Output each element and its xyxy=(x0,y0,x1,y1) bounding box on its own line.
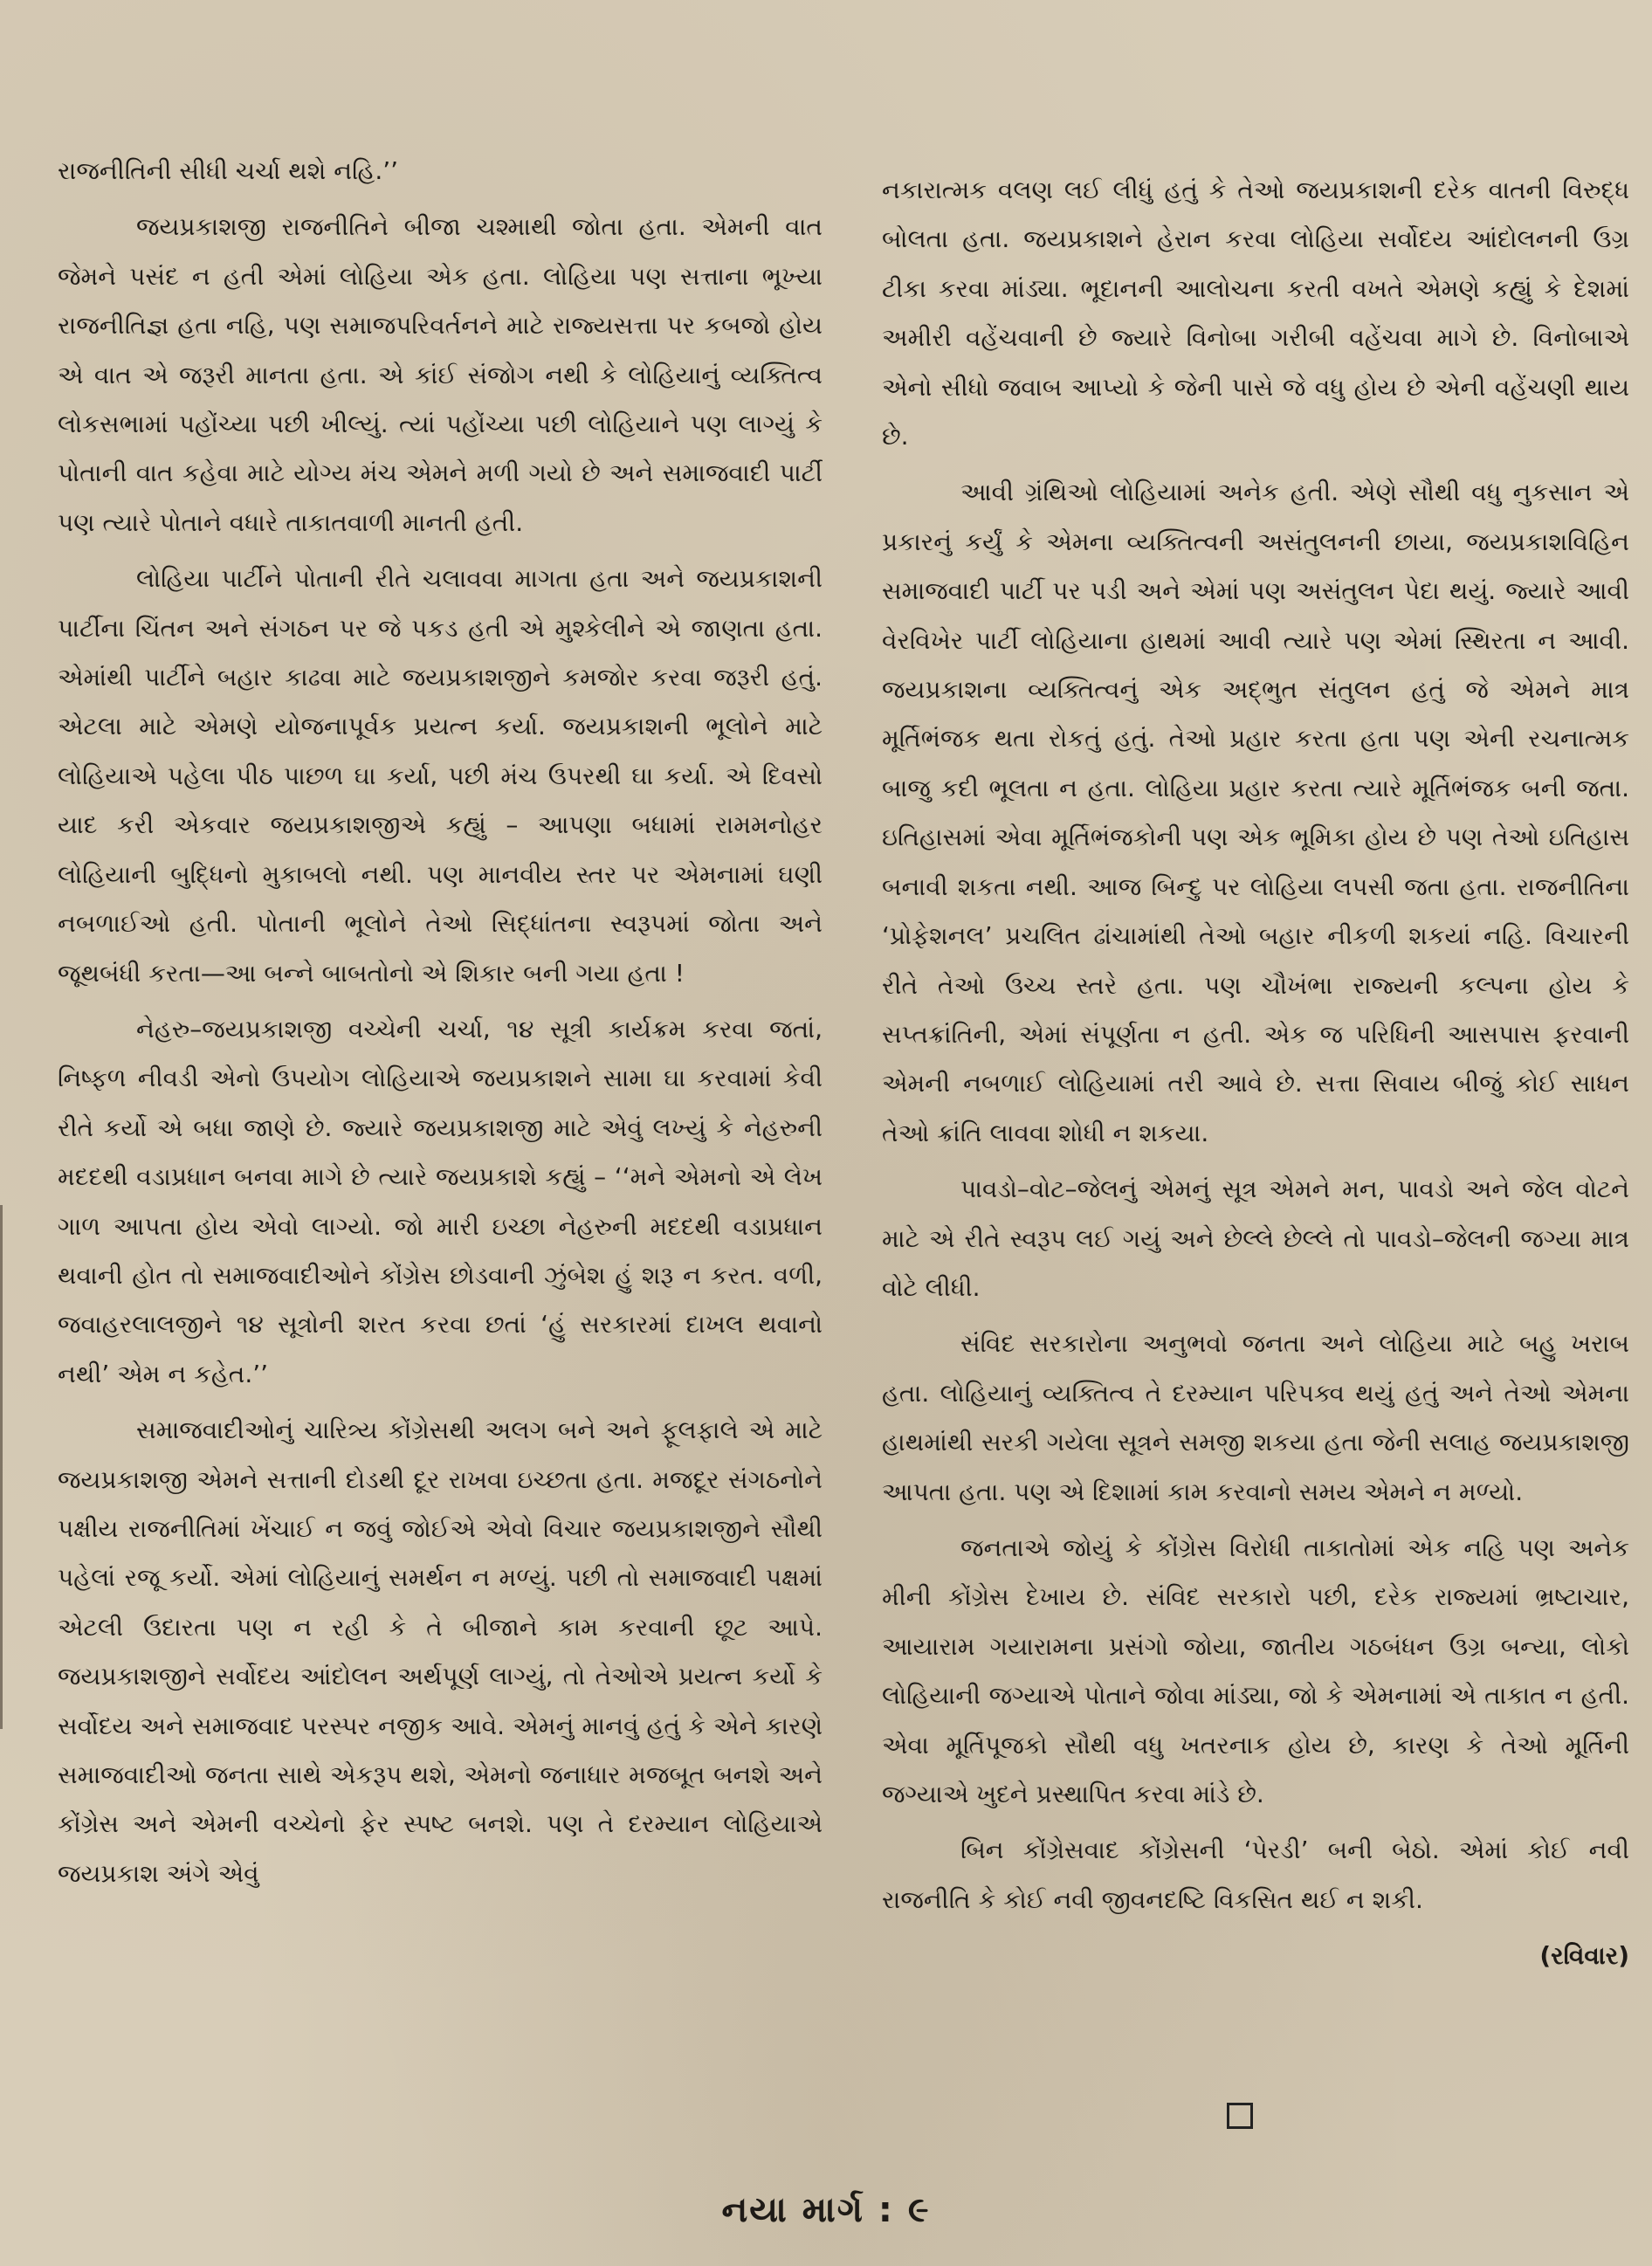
left-paragraph-5: સમાજવાદીઓનું ચારિત્ર્ય કોંગ્રેસથી અલગ બને અને ફૂલફાલે એ માટે જયપ્રકાશજી એમને સત્તાની દોડથી દૂર રાખવા ઇચ્છતા હતા. મજદૂર સંગઠનોને પક્ષીય રાજનીતિમાં ખેંચાઈ ન જવું જોઈએ એવો વિચાર જયપ્રકાશજીને સૌથી પહેલાં રજૂ કર્યો. એમાં લોહિયાનું સમર્થન ન મળ્યું. પછી તો સમાજવાદી પક્ષમાં એટલી ઉદારતા પણ ન રહી કે તે બીજાને કામ કરવાની છૂટ આપે. જયપ્રકાશજીને સર્વોદય આંદોલન અર્થપૂર્ણ લાગ્યું, તો તેઓએ પ્રયત્ન કર્યો કે સર્વોદય અને સમાજવાદ પરસ્પર નજીક આવે. એમનું માનવું હતું કે એને કારણે સમાજવાદીઓ જનતા સાથે એકરૂપ થશે, એમનો જનાધાર મજબૂત બનશે અને કોંગ્રેસ અને એમની વચ્ચેનો ફેર સ્પષ્ટ બનશે. પણ તે દરમ્યાન લોહિયાએ જયપ્રકાશ અંગે એવું xyxy=(58,1415,823,1888)
page-tear-mark xyxy=(0,1205,13,1729)
left-paragraph-3: લોહિયા પાર્ટીને પોતાની રીતે ચલાવવા માગતા હતા અને જયપ્રકાશની પાર્ટીના ચિંતન અને સંગઠન પર જે પકડ હતી એ મુશ્કેલીને એ જાણતા હતા. એમાંથી પાર્ટીને બહાર કાઢવા માટે જયપ્રકાશજીને કમજોર કરવા જરૂરી હતું. એટલા માટે એમણે યોજનાપૂર્વક પ્રયત્ન કર્યા. જયપ્રકાશની ભૂલોને માટે લોહિયાએ પહેલા પીઠ પાછળ ઘા કર્યા, પછી મંચ ઉપરથી ઘા કર્યા. એ દિવસો યાદ કરી એકવાર જયપ્રકાશજીએ કહ્યું – આપણા બધામાં રામમનોહર લોહિયાની બુદ્ધિનો મુકાબલો નથી. પણ માનવીય સ્તર પર એમનામાં ઘણી નબળાઈઓ હતી. પોતાની ભૂલોને તેઓ સિદ્ધાંતના સ્વરૂપમાં જોતા અને જૂથબંધી કરતા—આ બન્ને બાબતોનો એ શિકાર બની ગયા હતા ! xyxy=(58,564,823,988)
left-paragraph-4: નેહરુ–જયપ્રકાશજી વચ્ચેની ચર્ચા, ૧૪ સૂત્રી કાર્યક્રમ કરવા જતાં, નિષ્ફળ નીવડી એનો ઉપયોગ લોહિયાએ જયપ્રકાશને સામા ઘા કરવામાં કેવી રીતે કર્યો એ બધા જાણે છે. જ્યારે જયપ્રકાશજી માટે એવું લખ્યું કે નેહરુની મદદથી વડાપ્રધાન બનવા માગે છે ત્યારે જયપ્રકાશે કહ્યું – ‘‘મને એમનો એ લેખ ગાળ આપતા હોય એવો લાગ્યો. જો મારી ઇચ્છા નેહરુની મદદથી વડાપ્રધાન થવાની હોત તો સમાજવાદીઓને કોંગ્રેસ છોડવાની ઝુંબેશ હું શરૂ ન કરત. વળી, જવાહરલાલજીને ૧૪ સૂત્રોની શરત કરવા છતાં ‘હું સરકારમાં દાખલ થવાનો નથી’ એમ ન કહેત.’’ xyxy=(58,1014,823,1388)
right-paragraph-2: આવી ગ્રંથિઓ લોહિયામાં અનેક હતી. એણે સૌથી વધુ નુકસાન એ પ્રકારનું કર્યું કે એમના વ્યક્તિત્વની અસંતુલનની છાયા, જયપ્રકાશવિહિન સમાજવાદી પાર્ટી પર પડી અને એમાં પણ અસંતુલન પેદા થયું. જ્યારે આવી વેરવિખેર પાર્ટી લોહિયાના હાથમાં આવી ત્યારે પણ એમાં સ્થિરતા ન આવી. જયપ્રકાશના વ્યક્તિત્વનું એક અદ્ભુત સંતુલન હતું જે એમને માત્ર મૂર્તિભંજક થતા રોકતું હતું. તેઓ પ્રહાર કરતા હતા પણ એની રચનાત્મક બાજુ કદી ભૂલતા ન હતા. લોહિયા પ્રહાર કરતા ત્યારે મૂર્તિભંજક બની જતા. ઇતિહાસમાં એવા મૂર્તિભંજકોની પણ એક ભૂમિકા હોય છે પણ તેઓ ઇતિહાસ બનાવી શકતા નથી. આજ બિન્દુ પર લોહિયા લપસી જતા હતા. રાજનીતિના ‘પ્રોફેશનલ’ પ્રચલિત ઢાંચામાંથી તેઓ બહાર નીકળી શકયાં નહિ. વિચારની રીતે તેઓ ઉચ્ચ સ્તરે હતા. પણ ચૌખંભા રાજ્યની કલ્પના હોય કે સપ્તક્રાંતિની, એમાં સંપૂર્ણતા ન હતી. એક જ પરિધિની આસપાસ ફરવાની એમની નબળાઈ લોહિયામાં તરી આવે છે. સત્તા સિવાય બીજું કોઈ સાધન તેઓ ક્રાંતિ લાવવા શોધી ન શકયા. xyxy=(882,478,1629,1147)
left-paragraph-2: જયપ્રકાશજી રાજનીતિને બીજા ચશ્માથી જોતા હતા. એમની વાત જેમને પસંદ ન હતી એમાં લોહિયા એક હતા. લોહિયા પણ સત્તાના ભૂખ્યા રાજનીતિજ્ઞ હતા નહિ, પણ સમાજપરિવર્તનને માટે રાજ્યસત્તા પર કબજો હોય એ વાત એ જરૂરી માનતા હતા. એ કાંઈ સંજોગ નથી કે લોહિયાનું વ્યક્તિત્વ લોકસભામાં પહોંચ્યા પછી ખીલ્યું. ત્યાં પહોંચ્યા પછી લોહિયાને પણ લાગ્યું કે પોતાની વાત કહેવા માટે યોગ્ય મંચ એમને મળી ગયો છે અને સમાજવાદી પાર્ટી પણ ત્યારે પોતાને વધારે તાકાતવાળી માનતી હતી. xyxy=(58,212,823,537)
right-paragraph-3: પાવડો–વોટ–જેલનું એમનું સૂત્ર એમને મન, પાવડો અને જેલ વોટને માટે એ રીતે સ્વરૂપ લઈ ગયું અને છેલ્લે છેલ્લે તો પાવડો–જેલની જગ્યા માત્ર વોટે લીધી. xyxy=(882,1174,1629,1302)
source-credit: (રવિવાર) xyxy=(1539,1941,1629,1971)
end-of-article-square-icon xyxy=(1227,2103,1253,2129)
left-paragraph-1: રાજનીતિની સીધી ચર્ચા થશે નહિ.’’ xyxy=(58,156,399,185)
left-column xyxy=(58,147,823,2146)
page-footer: નયા માર્ગ : ૯ xyxy=(721,2190,931,2230)
right-column xyxy=(882,166,1629,2122)
right-paragraph-6: બિન કોંગ્રેસવાદ કોંગ્રેસની ‘પેરડી’ બની બેઠો. એમાં કોઈ નવી રાજનીતિ કે કોઈ નવી જીવનદષ્ટિ વિકસિત થઈ ન શકી. xyxy=(882,1836,1629,1914)
right-paragraph-1: નકારાત્મક વલણ લઈ લીધું હતું કે તેઓ જયપ્રકાશની દરેક વાતની વિરુદ્ધ બોલતા હતા. જયપ્રકાશને હેરાન કરવા લોહિયા સર્વોદય આંદોલનની ઉગ્ર ટીકા કરવા માંડ્યા. ભૂદાનની આલોચના કરતી વખતે એમણે કહ્યું કે દેશમાં અમીરી વહેંચવાની છે જ્યારે વિનોબા ગરીબી વહેંચવા માગે છે. વિનોબાએ એનો સીધો જવાબ આપ્યો કે જેની પાસે જે વધુ હોય છે એની વહેંચણી થાય છે. xyxy=(882,176,1629,451)
right-paragraph-5: જનતાએ જોયું કે કોંગ્રેસ વિરોધી તાકાતોમાં એક નહિ પણ અનેક મીની કોંગ્રેસ દેખાય છે. સંવિદ સરકારો પછી, દરેક રાજ્યમાં ભ્રષ્ટાચાર, આયારામ ગયારામના પ્રસંગો જોયા, જાતીય ગઠબંધન ઉગ્ર બન્યા, લોકો લોહિયાની જગ્યાએ પોતાને જોવા માંડ્યા, જો કે એમનામાં એ તાકાત ન હતી. એવા મૂર્તિપૂજકો સૌથી વધુ ખતરનાક હોય છે, કારણ કે તેઓ મૂર્તિની જગ્યાએ ખુદને પ્રસ્થાપિત કરવા માંડે છે. xyxy=(882,1532,1629,1808)
right-paragraph-4: સંવિદ સરકારોના અનુભવો જનતા અને લોહિયા માટે બહુ ખરાબ હતા. લોહિયાનું વ્યક્તિત્વ તે દરમ્યાન પરિપક્વ થયું હતું અને તેઓ એમના હાથમાંથી સરકી ગયેલા સૂત્રને સમજી શકયા હતા જેની સલાહ જયપ્રકાશજી આપતા હતા. પણ એ દિશામાં કામ કરવાનો સમય એમને ન મળ્યો. xyxy=(882,1329,1629,1506)
